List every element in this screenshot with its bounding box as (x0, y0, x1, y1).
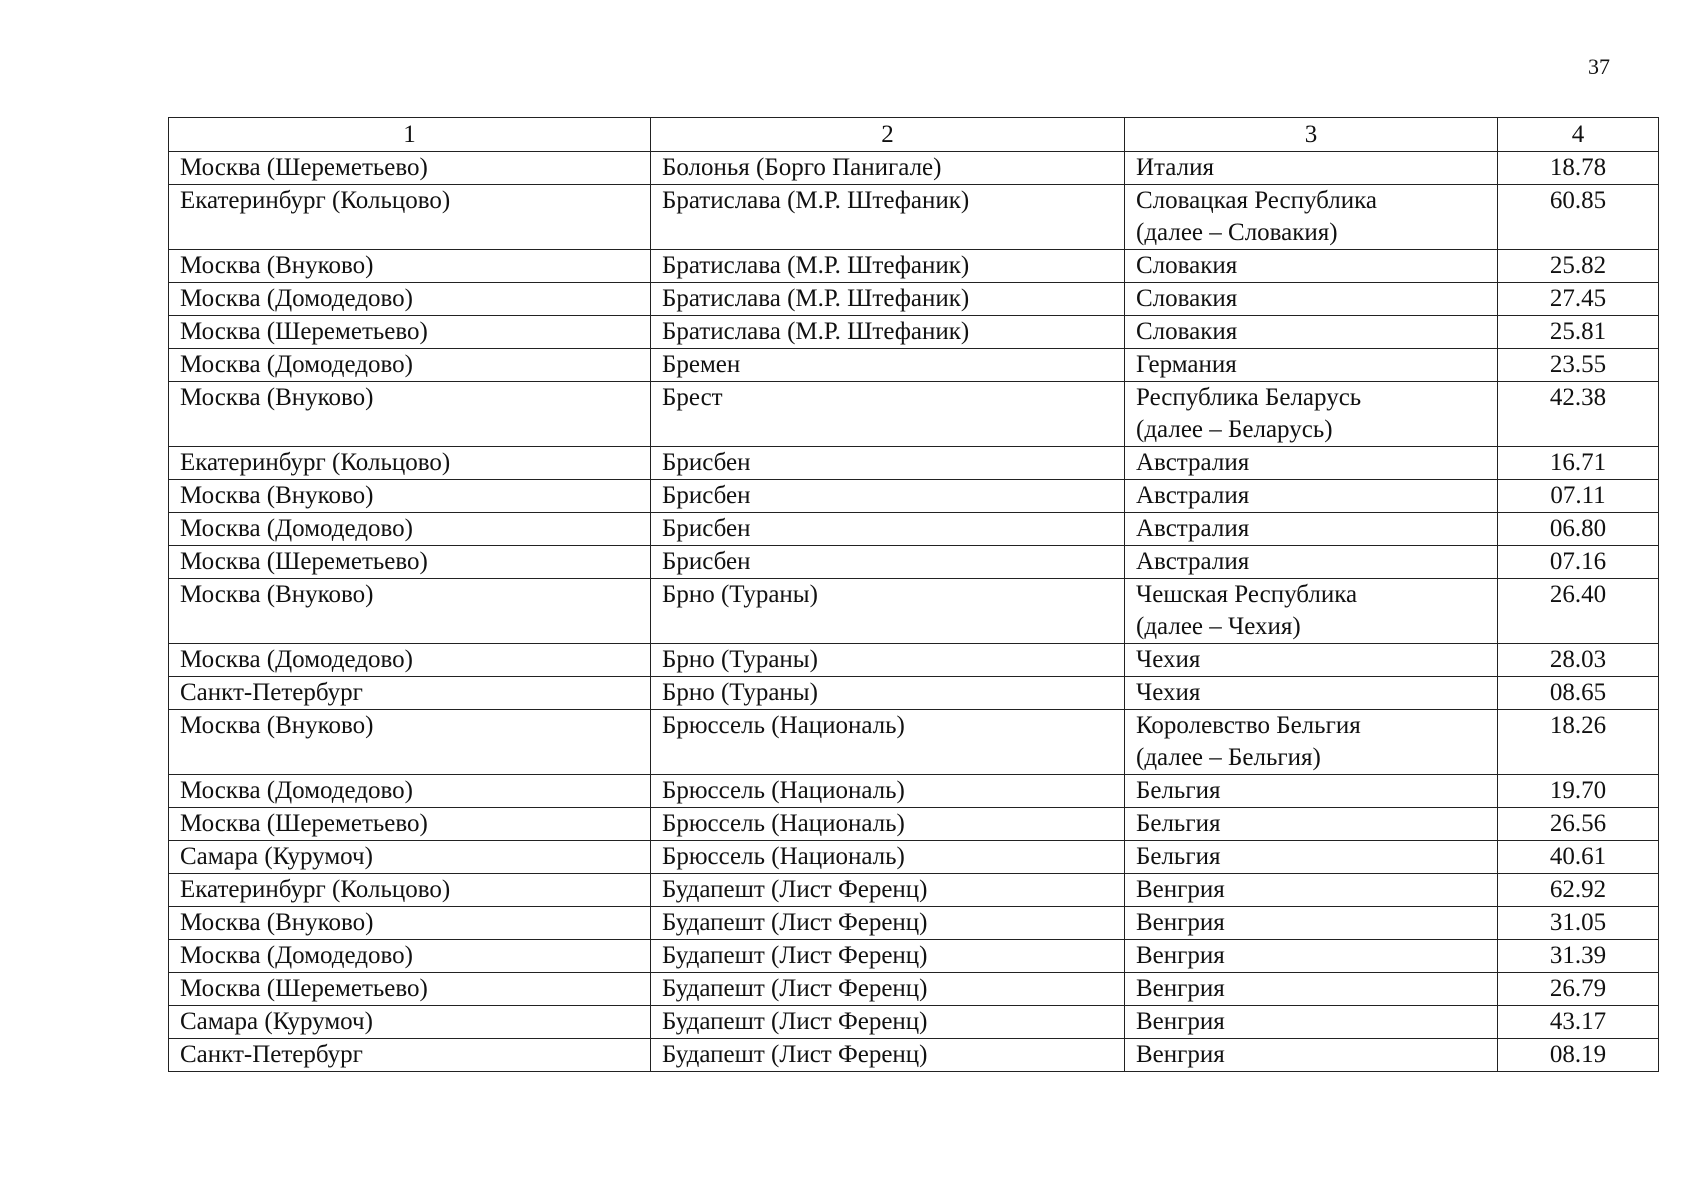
value-cell: 08.65 (1498, 677, 1659, 710)
table-row (169, 677, 1659, 710)
country-cell: Чехия (1125, 677, 1498, 710)
country-cell: Германия (1125, 349, 1498, 382)
destination-airport-cell: Будапешт (Лист Ференц) (651, 874, 1125, 907)
table-row (169, 907, 1659, 940)
country-cell: Бельгия (1125, 808, 1498, 841)
departure-airport-cell: Екатеринбург (Кольцово) (169, 185, 651, 250)
table-row (169, 841, 1659, 874)
country-cell: Бельгия (1125, 841, 1498, 874)
value-cell: 16.71 (1498, 447, 1659, 480)
table-row (169, 513, 1659, 546)
destination-airport-cell: Брисбен (651, 546, 1125, 579)
departure-airport-cell: Москва (Внуково) (169, 250, 651, 283)
departure-airport-cell: Москва (Внуково) (169, 710, 651, 775)
table-row (169, 283, 1659, 316)
destination-airport-cell: Болонья (Борго Панигале) (651, 152, 1125, 185)
country-cell: Королевство Бельгия (далее – Бельгия) (1125, 710, 1498, 775)
destination-airport-cell: Братислава (М.Р. Штефаник) (651, 316, 1125, 349)
value-cell: 62.92 (1498, 874, 1659, 907)
table-header (169, 118, 1659, 152)
country-cell: Венгрия (1125, 907, 1498, 940)
destination-airport-cell: Будапешт (Лист Ференц) (651, 973, 1125, 1006)
destination-airport-cell: Брисбен (651, 447, 1125, 480)
country-cell: Австралия (1125, 447, 1498, 480)
destination-airport-cell: Братислава (М.Р. Штефаник) (651, 250, 1125, 283)
data-table (168, 117, 1659, 1072)
country-cell: Италия (1125, 152, 1498, 185)
departure-airport-cell: Москва (Шереметьево) (169, 316, 651, 349)
destination-airport-cell: Брюссель (Националь) (651, 710, 1125, 775)
table-row (169, 579, 1659, 644)
departure-airport-cell: Москва (Домодедово) (169, 513, 651, 546)
departure-airport-cell: Санкт-Петербург (169, 677, 651, 710)
destination-airport-cell: Брест (651, 382, 1125, 447)
departure-airport-cell: Екатеринбург (Кольцово) (169, 447, 651, 480)
departure-airport-cell: Москва (Домодедово) (169, 283, 651, 316)
value-cell: 23.55 (1498, 349, 1659, 382)
departure-airport-cell: Москва (Шереметьево) (169, 973, 651, 1006)
table-body (169, 152, 1659, 1072)
value-cell: 43.17 (1498, 1006, 1659, 1039)
country-cell: Бельгия (1125, 775, 1498, 808)
destination-airport-cell: Брюссель (Националь) (651, 841, 1125, 874)
table-row (169, 1006, 1659, 1039)
country-cell: Венгрия (1125, 973, 1498, 1006)
country-cell: Словакия (1125, 316, 1498, 349)
destination-airport-cell: Брно (Тураны) (651, 644, 1125, 677)
country-cell: Словакия (1125, 250, 1498, 283)
value-cell: 31.05 (1498, 907, 1659, 940)
value-cell: 40.61 (1498, 841, 1659, 874)
departure-airport-cell: Москва (Домодедово) (169, 349, 651, 382)
country-cell: Венгрия (1125, 1006, 1498, 1039)
table-row (169, 382, 1659, 447)
departure-airport-cell: Москва (Внуково) (169, 579, 651, 644)
value-cell: 26.79 (1498, 973, 1659, 1006)
value-cell: 26.56 (1498, 808, 1659, 841)
departure-airport-cell: Москва (Домодедово) (169, 775, 651, 808)
departure-airport-cell: Москва (Внуково) (169, 480, 651, 513)
value-cell: 18.78 (1498, 152, 1659, 185)
value-cell: 31.39 (1498, 940, 1659, 973)
departure-airport-cell: Самара (Курумоч) (169, 1006, 651, 1039)
value-cell: 19.70 (1498, 775, 1659, 808)
table-row (169, 710, 1659, 775)
value-cell: 07.16 (1498, 546, 1659, 579)
table-row (169, 546, 1659, 579)
page-number: 37 (1588, 54, 1610, 79)
destination-airport-cell: Братислава (М.Р. Штефаник) (651, 185, 1125, 250)
value-cell: 27.45 (1498, 283, 1659, 316)
country-cell: Австралия (1125, 480, 1498, 513)
table-row (169, 250, 1659, 283)
table-row (169, 447, 1659, 480)
destination-airport-cell: Будапешт (Лист Ференц) (651, 1006, 1125, 1039)
country-cell: Австралия (1125, 546, 1498, 579)
value-cell: 42.38 (1498, 382, 1659, 447)
country-cell: Австралия (1125, 513, 1498, 546)
table-row (169, 775, 1659, 808)
value-cell: 26.40 (1498, 579, 1659, 644)
value-cell: 07.11 (1498, 480, 1659, 513)
table-row (169, 349, 1659, 382)
value-cell: 06.80 (1498, 513, 1659, 546)
departure-airport-cell: Москва (Шереметьево) (169, 152, 651, 185)
table-row (169, 874, 1659, 907)
table-row (169, 973, 1659, 1006)
value-cell: 28.03 (1498, 644, 1659, 677)
departure-airport-cell: Самара (Курумоч) (169, 841, 651, 874)
column-header-1: 1 (169, 118, 651, 152)
value-cell: 25.81 (1498, 316, 1659, 349)
header-row (169, 118, 1659, 152)
country-cell: Чешская Республика (далее – Чехия) (1125, 579, 1498, 644)
table-row (169, 152, 1659, 185)
departure-airport-cell: Москва (Домодедово) (169, 644, 651, 677)
country-cell: Венгрия (1125, 940, 1498, 973)
country-cell: Чехия (1125, 644, 1498, 677)
column-header-3: 3 (1125, 118, 1498, 152)
destination-airport-cell: Брно (Тураны) (651, 579, 1125, 644)
table-row (169, 480, 1659, 513)
departure-airport-cell: Москва (Внуково) (169, 907, 651, 940)
table-row (169, 940, 1659, 973)
country-cell: Венгрия (1125, 874, 1498, 907)
destination-airport-cell: Будапешт (Лист Ференц) (651, 907, 1125, 940)
table-row (169, 808, 1659, 841)
column-header-4: 4 (1498, 118, 1659, 152)
value-cell: 18.26 (1498, 710, 1659, 775)
country-cell: Венгрия (1125, 1039, 1498, 1072)
departure-airport-cell: Москва (Внуково) (169, 382, 651, 447)
departure-airport-cell: Москва (Шереметьево) (169, 808, 651, 841)
departure-airport-cell: Екатеринбург (Кольцово) (169, 874, 651, 907)
destination-airport-cell: Брно (Тураны) (651, 677, 1125, 710)
destination-airport-cell: Брюссель (Националь) (651, 808, 1125, 841)
country-cell: Словакия (1125, 283, 1498, 316)
destination-airport-cell: Братислава (М.Р. Штефаник) (651, 283, 1125, 316)
value-cell: 08.19 (1498, 1039, 1659, 1072)
departure-airport-cell: Москва (Домодедово) (169, 940, 651, 973)
departure-airport-cell: Москва (Шереметьево) (169, 546, 651, 579)
country-cell: Словацкая Республика (далее – Словакия) (1125, 185, 1498, 250)
value-cell: 60.85 (1498, 185, 1659, 250)
destination-airport-cell: Брюссель (Националь) (651, 775, 1125, 808)
table-row (169, 316, 1659, 349)
destination-airport-cell: Будапешт (Лист Ференц) (651, 940, 1125, 973)
table-row (169, 185, 1659, 250)
value-cell: 25.82 (1498, 250, 1659, 283)
destination-airport-cell: Бремен (651, 349, 1125, 382)
table-row (169, 644, 1659, 677)
destination-airport-cell: Будапешт (Лист Ференц) (651, 1039, 1125, 1072)
departure-airport-cell: Санкт-Петербург (169, 1039, 651, 1072)
table-row (169, 1039, 1659, 1072)
column-header-2: 2 (651, 118, 1125, 152)
destination-airport-cell: Брисбен (651, 513, 1125, 546)
destination-airport-cell: Брисбен (651, 480, 1125, 513)
country-cell: Республика Беларусь (далее – Беларусь) (1125, 382, 1498, 447)
